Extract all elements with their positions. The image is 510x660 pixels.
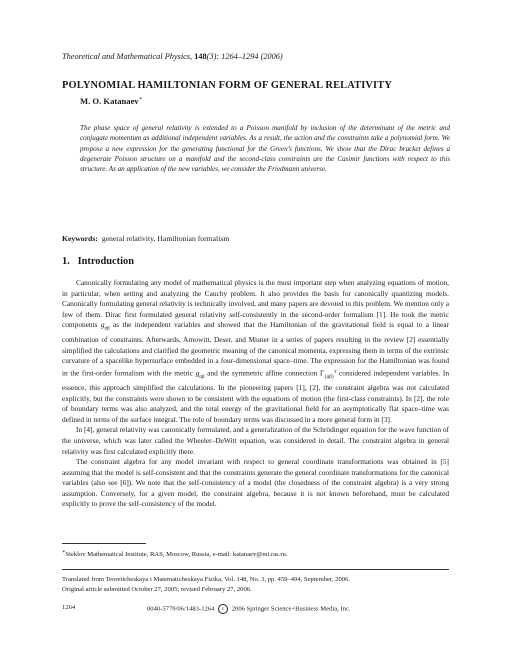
keywords-text: general relativity, Hamiltonian formalism <box>101 234 230 243</box>
metric-symbol: g <box>100 320 105 330</box>
metric-symbol-2: g <box>195 368 200 378</box>
translation-line-1: Translated from Teoreticheskaya i Matematicheskaya Fizika, Vol. 148, No. 3, pp. 459–494, September, 2006. <box>62 576 351 583</box>
paragraph-1-part-a: Canonically formulating any model of mathematical physics is the most important step when analyzing equations of motion, in particular, when setting and analyzing the Cauchy problem. It also provides the basis for canonically quantizing models. Canonically formulating general relativity is technically involved, and many papers are devoted to this problem. We mention only a few of them. Dirac first formulated general relativity self-consistently in the second-order formalism [1]. He took the metric components <box>62 278 449 330</box>
translation-note <box>62 575 457 595</box>
journal-issue-pages: (3): 1264–1294 (2006) <box>206 52 283 61</box>
author-line <box>80 96 142 106</box>
metric-subscript-2: αβ <box>199 374 205 380</box>
author-name: M. O. Katanaev <box>80 96 139 106</box>
copyright-text: 2006 Springer Science+Business Media, Inc. <box>231 605 351 613</box>
footnote-mark: ∗ <box>62 550 66 555</box>
connection-superscript: γ <box>334 368 337 374</box>
section-number: 1. <box>62 256 70 267</box>
footnote-rule <box>62 543 146 544</box>
body-text <box>62 278 449 510</box>
paragraph-1-part-d: considered independent variables. In essence, this approach simplified the calculations. In the pioneering papers [1], [2], the constraint algebra was not calculated explicitly, but the constraints were shown to be consistent with the equations of motion (the first-class constraints). In [2], the role of boundary terms was also analyzed, and the total energy of the gravitational field for an asymptotically flat space–time was defined in terms of the surface integral. The role of boundary terms was discussed in a more general form in [3]. <box>62 368 449 424</box>
section-heading <box>62 256 134 267</box>
abstract: The phase space of general relativity is extended to a Poisson manifold by inclusion of the determinant of the metric and conjugate momentum as additional independent variables. As a result, the action and the constraints take a polynomial form. We propose a new expression for the generating functional for the Green’s functions. We show that the Dirac bracket defines a degenerate Poisson structure on a manifold and the second-class constraints are the Casimir functions with respect to this structure. As an application of the new variables, we consider the Friedmann universe. <box>80 124 450 174</box>
section-title: Introduction <box>77 256 134 267</box>
paragraph-1-part-c: and the symmetric affine connection <box>204 368 320 378</box>
connection-symbol: Γ <box>319 368 325 378</box>
translation-rule <box>62 569 449 570</box>
translation-line-2: Original article submitted October 27, 2005; revised February 27, 2006. <box>62 586 252 593</box>
paragraph-1-part-b: as the independent variables and showed that the Hamiltonian of the gravitational field is equal to a linear combination of constraints. Afterwards, Arnowitt, Deser, and Misner in a series of papers resulting in the review [2] essentially simplified the calculations and clarified the geometric meaning of the canonical momenta, expressing them in terms of the extrinsic curvature of a spacelike hypersurface embedded in a four-dimensional space–time. The expression for the Hamiltonian was found in the first-order formalism with the metric <box>62 320 450 378</box>
issn: 0040-5779/06/1483-1264 <box>147 605 215 613</box>
copyright-line <box>147 604 350 614</box>
author-footnote-mark: ∗ <box>138 96 143 103</box>
keywords <box>62 234 229 243</box>
copyright-symbol: c <box>218 604 228 614</box>
paper-title: POLYNOMIAL HAMILTONIAN FORM OF GENERAL RELATIVITY <box>62 80 392 91</box>
keywords-label: Keywords: <box>62 234 98 243</box>
paragraph-3: The constraint algebra for any model invariant with respect to general coordinate transformations was obtained in [5] assuming that the model is self-consistent and that the constraints generate the general coordinate transformations for the canonical variables (also see [6]). We note that the self-consistency of a model (the closedness of the constraint algebra) is a very strong assumption. Conversely, for a given model, the constraint algebra, because it is not known beforehand, must be calculated explicitly to prove the self-consistency of the model. <box>62 457 449 509</box>
journal-volume: 148 <box>194 52 207 61</box>
footnote <box>62 549 288 558</box>
paragraph-2: In [4], general relativity was canonically formulated, and a generalization of the Schrödinger equation for the wave function of the universe, which was later called the Wheeler–DeWitt equation, was considered in detail. The constraint algebra in general relativity was first calculated explicitly there. <box>62 425 449 456</box>
journal-name: Theoretical and Mathematical Physics, <box>62 52 193 61</box>
connection-subscript: {αβ} <box>324 374 335 380</box>
metric-subscript: αβ <box>104 326 110 332</box>
paragraph-1 <box>62 278 449 425</box>
page-number: 1264 <box>62 604 76 611</box>
footnote-text: Steklov Mathematical Institute, RAS, Moscow, Russia, e-mail: katanaev@mi.ras.ru. <box>65 551 288 559</box>
journal-header <box>62 52 283 61</box>
